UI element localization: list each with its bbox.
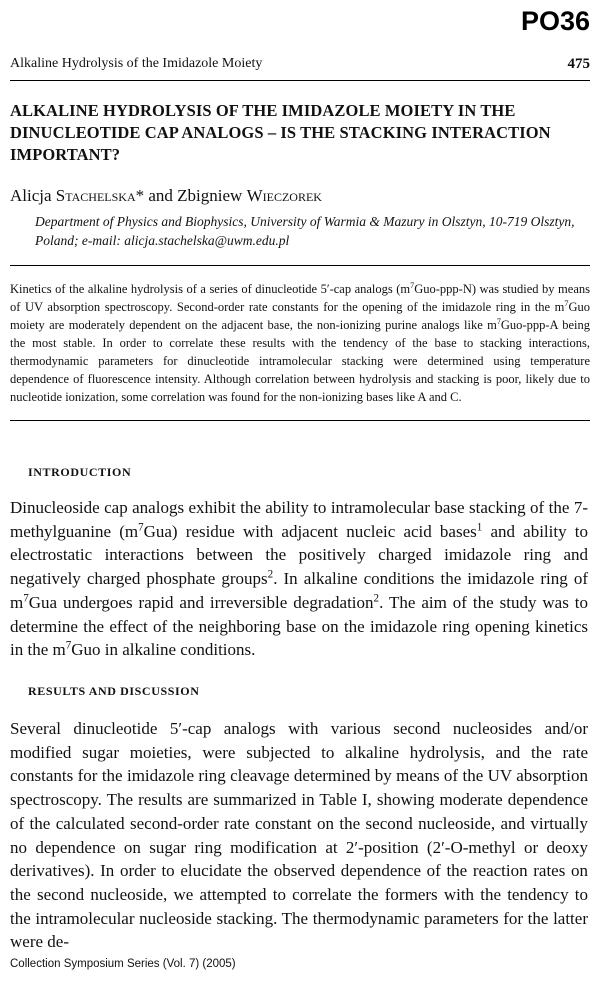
intro-text: and ability to electrostatic interactions between the positively charged imidazole ring and negatively charged phosphate groups: [10, 521, 588, 589]
author-2-first: and Zbigniew: [144, 186, 247, 205]
corresponding-mark: *: [135, 186, 145, 205]
section-heading-introduction: INTRODUCTION: [28, 465, 132, 479]
author-2-last: Wieczorek: [246, 186, 322, 205]
intro-text: Gua) residue with adjacent nucleic acid bases: [143, 521, 477, 541]
intro-text: . In alkaline conditions the imidazole ring of m: [10, 569, 588, 612]
running-head-title: Alkaline Hydrolysis of the Imidazole Moiety: [10, 56, 263, 71]
paper-title: ALKALINE HYDROLYSIS OF THE IMIDAZOLE MOIETY IN THE DINUCLEOTIDE CAP ANALOGS – IS THE STACKING INTERACTION IMPORTANT?: [10, 101, 551, 164]
abstract-code: PO36: [520, 6, 590, 36]
superscript: 7: [564, 298, 569, 308]
abstract: [10, 265, 590, 421]
superscript: 7: [138, 521, 144, 534]
superscript: 7: [23, 592, 29, 605]
affiliation: Department of Physics and Biophysics, University of Warmia & Mazury in Olsztyn, 10-719 Olsztyn, Poland; e-mail: alicja.stachelska@uwm.edu.pl: [35, 214, 575, 248]
page-number: 475: [567, 56, 590, 72]
reference-mark: 1: [476, 521, 483, 534]
author-1-last: Stachelska: [55, 186, 136, 205]
author-1-first: Alicja: [10, 186, 56, 205]
authors: [10, 186, 322, 206]
abstract-text: Kinetics of the alkaline hydrolysis of a series of dinucleotide 5′-cap analogs (m: [10, 282, 411, 296]
section-heading-results: RESULTS AND DISCUSSION: [28, 684, 200, 698]
abstract-text: Guo-ppp-N) was studied by means of UV absorption spectroscopy. Second-order rate constants for the opening of the imidazole ring in the m: [10, 282, 590, 314]
reference-mark: 2: [267, 568, 274, 581]
superscript: 7: [410, 280, 415, 290]
running-head: [10, 56, 590, 81]
intro-text: . The aim of the study was to determine the effect of the neighboring base on the imidazole ring opening kinetics in the m: [10, 592, 589, 660]
abstract-text: Guo moiety are moderately dependent on the adjacent base, the non-ionizing purine analogs like m: [10, 300, 590, 332]
intro-text: Gua undergoes rapid and irreversible degradation: [28, 592, 374, 612]
results-paragraph: Several dinucleotide 5′-cap analogs with various second nucleosides and/or modified sugar moieties, were subjected to alkaline hydrolysis, and the rate constants for the imidazole ring cleavage determined by means of the UV absorption spectroscopy. The results are summarized in Table I, showing moderate dependence of the calculated second-order rate constant on the second nucleoside, and virtually no dependence on sugar ring modification at 2′-position (2′-O-methyl or deoxy derivatives). In order to elucidate the observed dependence of the reaction rates on the second nucleoside, we attempted to correlate the formers with the tendency to the intramolecular nucleoside stacking. The thermodynamic parameters for the latter were de-: [10, 719, 588, 952]
footer-series: Collection Symposium Series (Vol. 7) (2005): [10, 958, 236, 970]
intro-text: Guo in alkaline conditions.: [71, 640, 256, 660]
superscript: 7: [65, 639, 72, 652]
superscript: 7: [496, 316, 501, 326]
reference-mark: 2: [373, 592, 380, 605]
introduction-paragraph: [10, 496, 588, 662]
intro-text: Dinucleoside cap analogs exhibit the ability to intramolecular base stacking of the 7-methylguanine (m: [10, 498, 588, 541]
abstract-text: Guo-ppp-A being the most stable. In order to correlate these results with the tendency of the base to stacking interactions, thermodynamic parameters for dinucleotide intramolecular stacking were determined using temperature dependence of fluorescence intensity. Although correlation between hydrolysis and stacking is poor, likely due to nucleotide ionization, some correlation was found for the non-ionizing bases like A and C.: [10, 318, 590, 404]
